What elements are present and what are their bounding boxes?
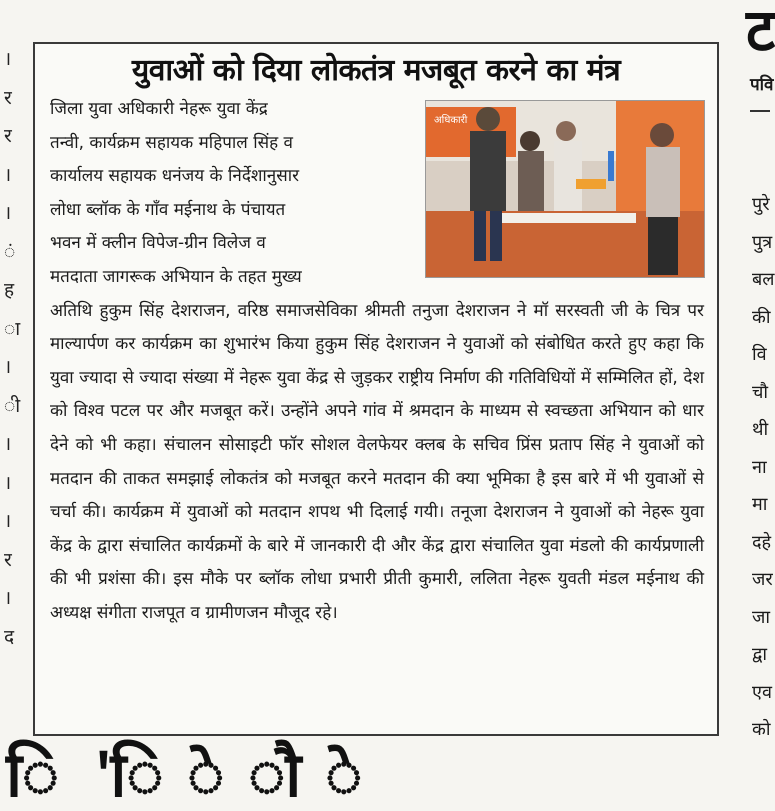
right-fragment: एव <box>752 681 772 703</box>
right-fragment: थी <box>752 419 769 440</box>
body-line: लोधा ब्लॉक के गाँव मईनाथ के पंचायत <box>50 199 286 220</box>
right-top-word: पवि <box>750 75 774 95</box>
left-fragment: । <box>4 163 12 186</box>
right-fragment: चौ <box>752 381 769 403</box>
next-headline-text: ि 'ि े ौ े <box>6 738 371 811</box>
column-rule <box>750 110 770 112</box>
left-column-fragments <box>0 40 22 740</box>
body-line: भवन में क्लीन विपेज-ग्रीन विलेज व <box>50 233 266 254</box>
left-fragment: द <box>4 625 15 648</box>
right-fragment: को <box>752 719 771 740</box>
right-column-lines <box>752 186 774 749</box>
right-fragment: पुरे <box>752 194 770 215</box>
left-fragment: ी <box>4 394 21 417</box>
left-fragment: ा <box>4 317 21 340</box>
body-paragraph: अतिथि हुकुम सिंह देशराजन, वरिष्ठ समाजसेविका श्रीमती तनुजा देशराजन ने मॉ सरस्वती जी के चित्र पर माल्यार्पण कर कार्यक्रम का शुभारंभ किया हुकुम सिंह देशराजन ने युवाओं को संबोधित करते हुए कहा कि युवा ज्यादा से ज्यादा संख्या में नेहरू युवा केंद्र से जुड़कर राष्ट्रीय निर्माण की गतिविधियों में सम्मिलित हों, देश को विश्व पटल पर और मजबूत करें। उन्होंने अपने गांव में श्रमदान के माध्यम से स्वच्छता अभियान को धार देने को भी कहा। संचालन सोसाइटी फॉर सोशल वेलफेयर क्लब के सचिव प्रिंस प्रताप सिंह ने युवाओं को मतदान की ताकत समझाई लोकतंत्र को मजबूत करने मतदान की क्या भूमिका है इस बारे में भी युवाओं से चर्चा की। कार्यक्रम में युवाओं को मतदान शपथ भी दिलाई गयी। तनूजा देशराजन ने युवाओं को नेहरू युवा केंद्र के द्वारा संचालित कार्यक्रमों के बारे में जानकारी दी और केंद्र द्वारा संचालित युवा मंडलो की कार्यप्रणाली की भी प्रशंसा की। इस मौके पर ब्लॉक लोधा प्रभारी प्रीती कुमारी, ललिता नेहरू युवती मंडल मईनाथ की अध्यक्ष संगीता राजपूत व ग्रामीणजन मौजूद रहे। <box>50 300 704 623</box>
article-headline: युवाओं को दिया लोकतंत्र मजबूत करने का मंत्र <box>131 53 621 88</box>
event-photo-illustration <box>426 101 704 277</box>
news-article <box>33 42 719 736</box>
left-fragment: । <box>4 471 12 494</box>
right-column-fragments <box>736 0 775 768</box>
left-fragment: र <box>4 86 12 109</box>
left-fragment: । <box>4 356 12 378</box>
left-fragment: । <box>4 587 12 609</box>
left-fragment: ह <box>4 279 15 301</box>
left-fragment: । <box>4 202 12 224</box>
right-fragment: बल <box>752 269 775 290</box>
body-line: जिला युवा अधिकारी नेहरू युवा केंद्र <box>50 99 268 119</box>
right-fragment: द्वा <box>752 644 768 665</box>
right-fragment: की <box>752 306 771 328</box>
right-fragment: मा <box>752 494 768 515</box>
left-fragment: र <box>4 125 12 147</box>
left-fragment: । <box>4 433 12 455</box>
banner-text: अधिकारी <box>434 115 468 126</box>
masthead-fragment: ट <box>746 0 775 64</box>
event-photo <box>425 100 705 278</box>
right-fragment: वि <box>752 344 767 365</box>
right-fragment: पुत्र <box>752 231 773 253</box>
body-line: कार्यालय सहायक धनंजय के निर्देशानुसार <box>50 166 300 187</box>
left-fragment: ं <box>4 240 16 263</box>
right-fragment: दहे <box>752 531 772 553</box>
left-fragment: । <box>4 48 12 70</box>
right-fragment: जर <box>752 569 773 590</box>
left-fragment: र <box>4 548 12 571</box>
right-fragment: ना <box>752 456 767 478</box>
left-fragment: । <box>4 510 12 532</box>
next-headline-fragment <box>0 738 770 811</box>
body-line: मतदाता जागरूक अभियान के तहत मुख्य <box>50 266 302 287</box>
body-line: तन्वी, कार्यक्रम सहायक महिपाल सिंह व <box>50 132 293 153</box>
right-fragment: जा <box>752 606 771 628</box>
